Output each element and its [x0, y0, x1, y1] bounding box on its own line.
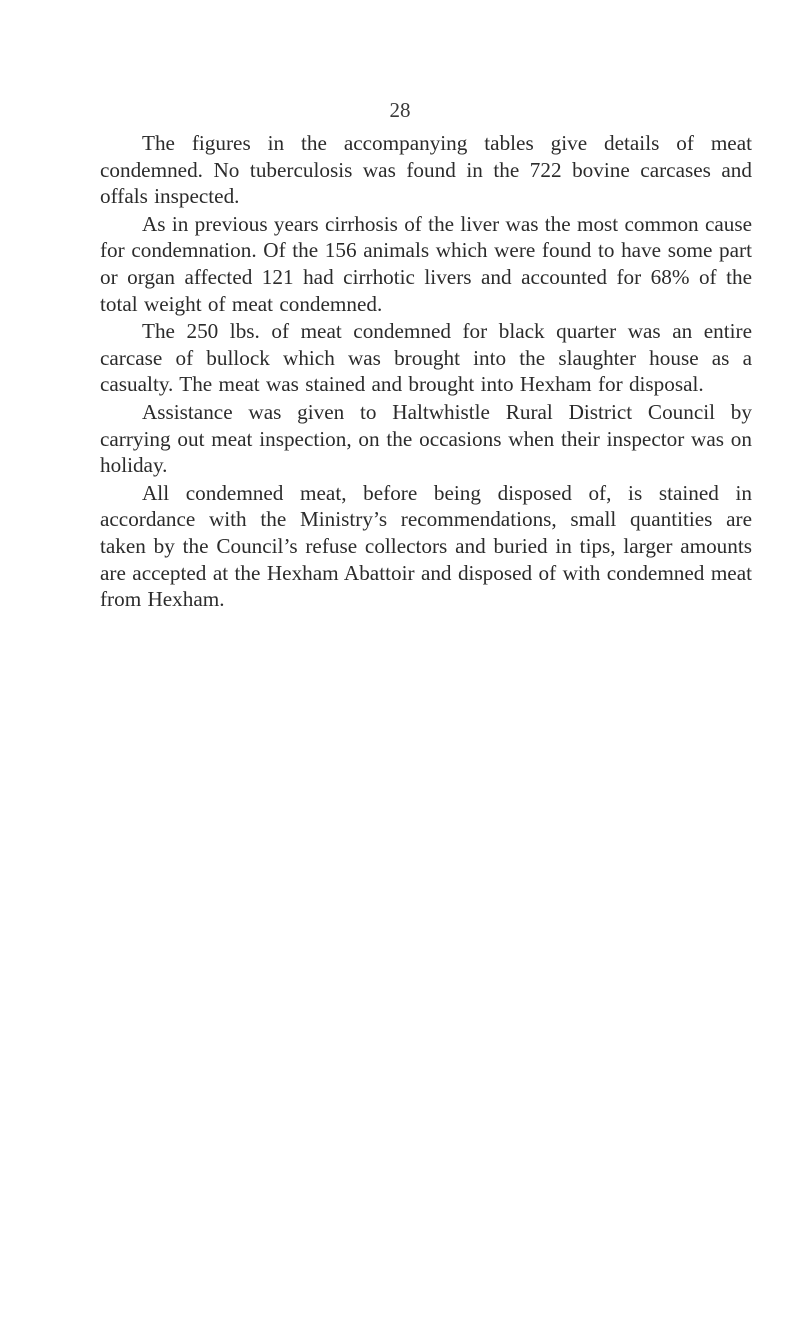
paragraph-haltwhistle-assistance: Assistance was given to Haltwhistle Rural District Council by carrying out meat inspection, on the occasions when their inspector was on holiday.: [100, 399, 752, 478]
paragraph-cirrhosis: As in previous years cirrhosis of the liver was the most common cause for condemnation. Of the 156 animals which were found to have some part or organ affected 121 had cirrhotic livers and accounted for 68% of the total weight of meat condemned.: [100, 211, 752, 316]
paragraph-meat-condemned: The figures in the accompanying tables give details of meat condemned. No tuberculosis was found in the 722 bovine carcases and offals inspected.: [100, 131, 752, 209]
paragraph-disposal: All condemned meat, before being disposed of, is stained in accordance with the Ministry’s recommendations, small quantities are taken by the Council’s refuse collectors and buried in tips, larger amounts are accepted at the Hexham Abattoir and disposed of with condemned meat from Hexham.: [100, 480, 752, 612]
paragraph-black-quarter: The 250 lbs. of meat condemned for black quarter was an entire carcase of bullock which was brought into the slaughter house as a casualty. The meat was stained and brought into Hexham for disposal.: [100, 319, 752, 397]
page-number: 28: [389, 98, 411, 122]
body-text: [100, 130, 752, 614]
